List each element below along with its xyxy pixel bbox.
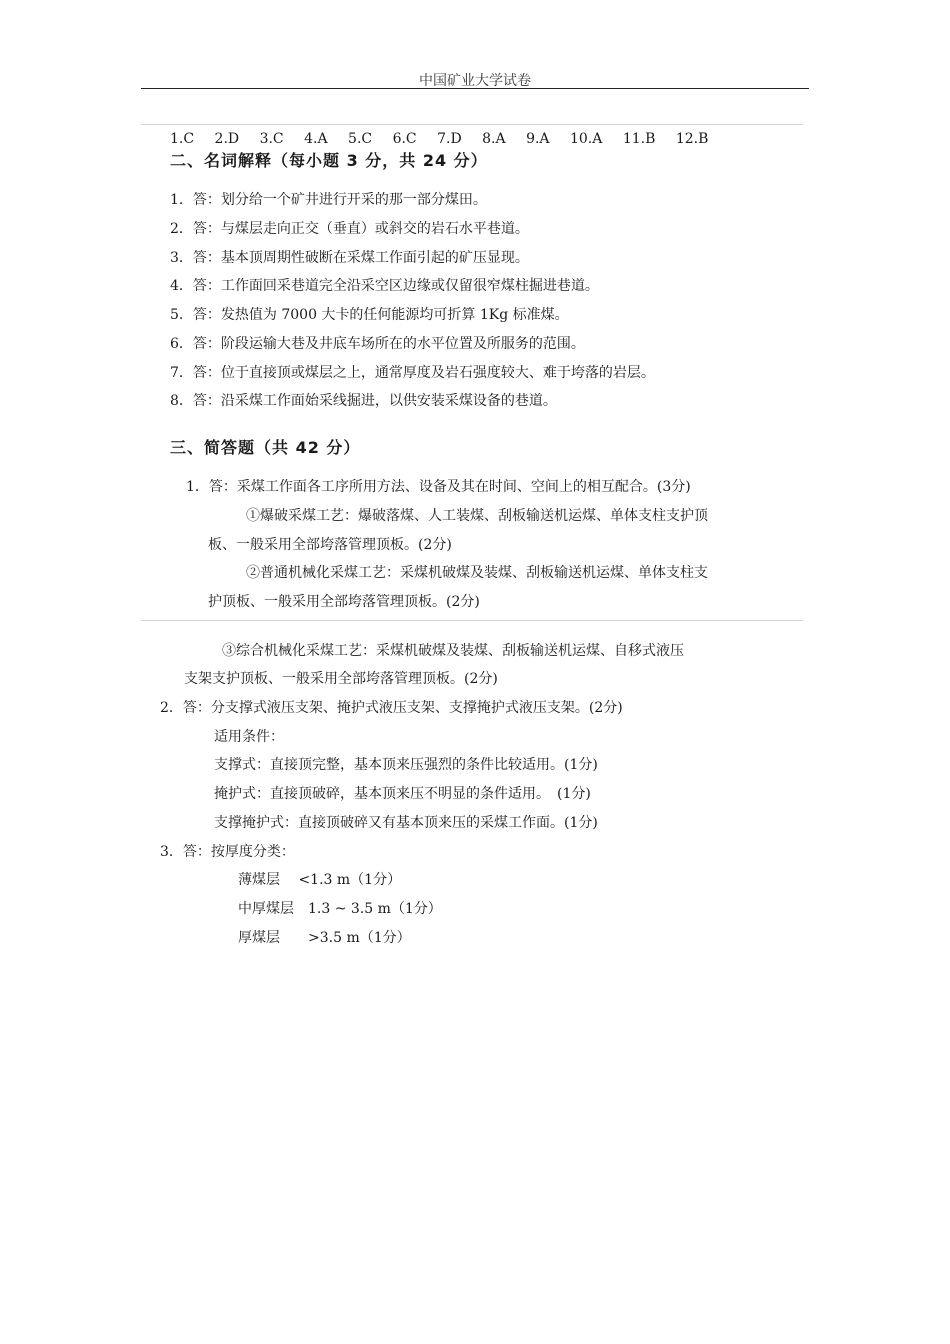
q3-answer: 3．答：按厚度分类： <box>160 844 295 860</box>
section2-heading: 二、名词解释（每小题 3 分，共 24 分） <box>170 151 488 170</box>
q1-point-1: ①爆破采煤工艺：爆破落煤、人工装煤、刮板输送机运煤、单体支柱支护顶 <box>246 508 708 524</box>
q2-condition: 支撑式：直接顶完整，基本顶来压强烈的条件比较适用。(1分) <box>214 757 598 773</box>
term-answer: 5．答：发热值为 7000 大卡的任何能源均可折算 1Kg 标准煤。 <box>170 307 569 323</box>
choice-answer: 6.C <box>392 131 417 147</box>
choice-answer: 5.C <box>348 131 373 147</box>
scan-divider <box>141 620 803 621</box>
q2-answer: 2．答：分支撑式液压支架、掩护式液压支架、支撑掩护式液压支架。(2分) <box>160 700 623 716</box>
q1-point-2-cont: 护顶板、一般采用全部垮落管理顶板。(2分) <box>208 594 480 610</box>
section3-heading: 三、简答题（共 42 分） <box>170 438 361 457</box>
q2-conditions-label: 适用条件： <box>214 729 284 745</box>
choice-answer: 11.B <box>622 131 656 147</box>
q1-answer: 1．答：采煤工作面各工序所用方法、设备及其在时间、空间上的相互配合。(3分) <box>186 479 691 495</box>
q1-point-1-cont: 板、一般采用全部垮落管理顶板。(2分) <box>208 537 452 553</box>
choice-answer: 10.A <box>569 131 603 147</box>
choice-answer: 1.C <box>170 131 195 147</box>
term-answer: 2．答：与煤层走向正交（垂直）或斜交的岩石水平巷道。 <box>170 221 529 237</box>
q3-class: 中厚煤层 1.3 ~ 3.5 m（1分） <box>238 901 442 917</box>
q1-point-3: ③综合机械化采煤工艺：采煤机破煤及装煤、刮板输送机运煤、自移式液压 <box>222 643 684 659</box>
term-answer: 3．答：基本顶周期性破断在采煤工作面引起的矿压显现。 <box>170 250 529 266</box>
q2-condition: 掩护式：直接顶破碎，基本顶来压不明显的条件适用。 (1分) <box>214 786 591 802</box>
choice-answer: 12.B <box>675 131 709 147</box>
term-answer: 6．答：阶段运输大巷及井底车场所在的水平位置及所服务的范围。 <box>170 336 585 352</box>
scan-divider <box>141 124 803 125</box>
page-title: 中国矿业大学试卷 <box>419 73 531 89</box>
choice-answer: 8.A <box>482 131 506 147</box>
q3-class: 薄煤层 <1.3 m（1分） <box>238 872 402 888</box>
q2-condition: 支撑掩护式：直接顶破碎又有基本顶来压的采煤工作面。(1分) <box>214 815 598 831</box>
term-answer: 4．答：工作面回采巷道完全沿采空区边缘或仅留很窄煤柱掘进巷道。 <box>170 278 599 294</box>
term-answer: 8．答：沿采煤工作面始采线掘进，以供安装采煤设备的巷道。 <box>170 393 557 409</box>
header-divider <box>141 88 809 89</box>
q1-point-3-cont: 支架支护顶板、一般采用全部垮落管理顶板。(2分) <box>184 671 498 687</box>
choice-answer: 2.D <box>214 131 240 147</box>
choice-answer: 7.D <box>437 131 462 147</box>
q3-class: 厚煤层 >3.5 m（1分） <box>238 930 411 946</box>
choice-answer: 9.A <box>526 131 550 147</box>
choice-answers <box>170 132 724 146</box>
term-answer: 1．答：划分给一个矿井进行开采的那一部分煤田。 <box>170 192 487 208</box>
term-answer: 7．答：位于直接顶或煤层之上，通常厚度及岩石强度较大、难于垮落的岩层。 <box>170 365 655 381</box>
choice-answer: 3.C <box>259 131 284 147</box>
q1-point-2: ②普通机械化采煤工艺：采煤机破煤及装煤、刮板输送机运煤、单体支柱支 <box>246 565 708 581</box>
choice-answer: 4.A <box>304 131 328 147</box>
